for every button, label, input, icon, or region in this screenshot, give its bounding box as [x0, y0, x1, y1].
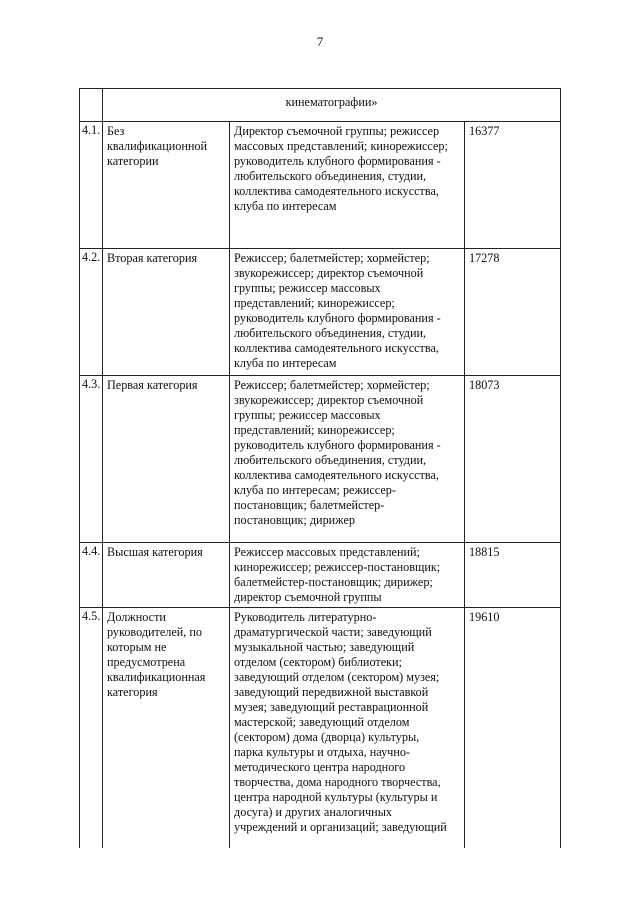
- qualification-category: Высшая категория: [103, 543, 230, 608]
- salary-table: [79, 88, 561, 848]
- positions-list: Директор съемочной группы; режиссер массовых представлений; кинорежиссер; руководитель клубного формирования - любительского объединения, студии, коллектива самодеятельного искусства, клуба по интересам: [230, 122, 465, 249]
- continued-header: кинематографии»: [103, 89, 561, 122]
- qualification-category: Вторая категория: [103, 249, 230, 376]
- row-number: 4.2.: [80, 249, 103, 376]
- table-row: [80, 543, 561, 608]
- row-number: 4.5.: [80, 608, 103, 848]
- qualification-category: Должности руководителей, по которым не предусмотрена квалификационная категория: [103, 608, 230, 848]
- page-number: 7: [316, 34, 324, 49]
- salary-value: 17278: [465, 249, 561, 376]
- row-number: 4.4.: [80, 543, 103, 608]
- table-row: [80, 249, 561, 376]
- positions-list: Режиссер; балетмейстер; хормейстер; звукорежиссер; директор съемочной группы; режиссер массовых представлений; кинорежиссер; руководитель клубного формирования - любительского объединения, студии, коллектива самодеятельного искусства, клуба по интересам: [230, 249, 465, 376]
- qualification-category: Без квалификационной категории: [103, 122, 230, 249]
- table-row: [80, 608, 561, 848]
- salary-value: 18815: [465, 543, 561, 608]
- table-row: [80, 122, 561, 249]
- table-header-row: [80, 89, 561, 122]
- positions-list: Режиссер массовых представлений; кинорежиссер; режиссер-постановщик; балетмейстер-постановщик; дирижер; директор съемочной группы: [230, 543, 465, 608]
- salary-value: 16377: [465, 122, 561, 249]
- row-number: 4.3.: [80, 376, 103, 543]
- positions-list: Режиссер; балетмейстер; хормейстер; звукорежиссер; директор съемочной группы; режиссер массовых представлений; кинорежиссер; руководитель клубного формирования - любительского объединения, студии, коллектива самодеятельного искусства, клуба по интересам; режиссер- постановщик; балетмейстер- постановщик; дирижер: [230, 376, 465, 543]
- positions-list: Руководитель литературно- драматургической части; заведующий музыкальной частью; заведующий отделом (сектором) библиотеки; заведующий отделом (сектором) музея; заведующий передвижной выставкой музея; заведующий реставрационной мастерской; заведующий отделом (сектором) дома (дворца) культуры, парка культуры и отдыха, научно- методического центра народного творчества, дома народного творчества, центра народной культуры (культуры и досуга) и других аналогичных учреждений и организаций; заведующий: [230, 608, 465, 848]
- salary-value: 18073: [465, 376, 561, 543]
- salary-value: 19610: [465, 608, 561, 848]
- table-row: [80, 376, 561, 543]
- qualification-category: Первая категория: [103, 376, 230, 543]
- empty-num-cell: [80, 89, 103, 122]
- row-number: 4.1.: [80, 122, 103, 249]
